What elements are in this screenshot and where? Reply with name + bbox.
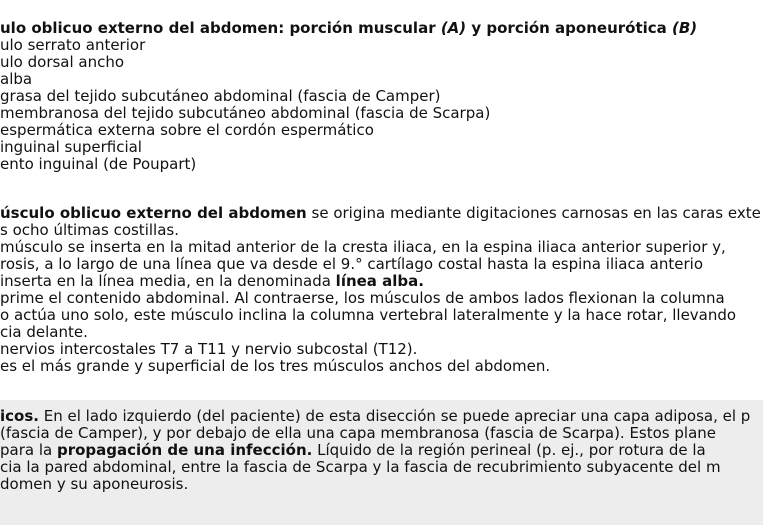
clinical-text: En el lado izquierdo (del paciente) de esta disección se puede apreciar una capa adiposa, el p xyxy=(38,407,751,425)
description-line xyxy=(0,205,761,222)
clinical-line: cia la pared abdominal, entre la fascia de Scarpa y la fascia de recubrimiento subyacente del m xyxy=(0,458,721,476)
clinical-line: domen y su aponeurosis. xyxy=(0,475,189,493)
infection-spread-term: propagación de una infección. xyxy=(56,441,313,459)
origin-text: se origina mediante digitaciones carnosas en las caras exte xyxy=(306,204,761,222)
clinical-text: para la xyxy=(0,441,57,459)
legend-title-text-2: y porción aponeurótica xyxy=(466,19,673,37)
description-line: rosis, a lo largo de una línea que va desde el 9.° cartílago costal hasta la espina iliaca anterio xyxy=(0,255,703,273)
clinical-heading: icos. xyxy=(0,407,39,425)
legend-item: ulo dorsal ancho xyxy=(0,53,125,71)
clinical-text: Líquido de la región perineal (p. ej., por rotura de la xyxy=(312,441,706,459)
description-line xyxy=(0,273,424,290)
description-line: o actúa uno solo, este músculo inclina la columna vertebral lateralmente y la hace rotar, llevando xyxy=(0,306,737,324)
description-line: cia delante. xyxy=(0,323,88,341)
muscle-name: úsculo oblicuo externo del abdomen xyxy=(0,204,307,222)
clinical-line xyxy=(0,442,706,459)
legend-item: alba xyxy=(0,70,33,88)
description-line: músculo se inserta en la mitad anterior de la cresta iliaca, en la espina iliaca anterior superior y, xyxy=(0,238,726,256)
clinical-line: (fascia de Camper), y por debajo de ella una capa membranosa (fascia de Scarpa). Estos plane xyxy=(0,424,717,442)
legend-title-a-marker: (A) xyxy=(440,19,467,37)
legend-title-b-marker: (B) xyxy=(672,19,698,37)
legend-title xyxy=(0,20,697,37)
legend-item: inguinal superficial xyxy=(0,138,142,156)
insertion-text: inserta en la línea media, en la denominada xyxy=(0,272,336,290)
legend-item: membranosa del tejido subcutáneo abdominal (fascia de Scarpa) xyxy=(0,104,491,122)
description-line: nervios intercostales T7 a T11 y nervio subcostal (T12). xyxy=(0,340,418,358)
description-line: prime el contenido abdominal. Al contraerse, los músculos de ambos lados flexionan la columna xyxy=(0,289,725,307)
description-line: s ocho últimas costillas. xyxy=(0,221,179,239)
description-line: es el más grande y superficial de los tres músculos anchos del abdomen. xyxy=(0,357,551,375)
linea-alba-term: línea alba. xyxy=(335,272,424,290)
legend-title-text: ulo oblicuo externo del abdomen: porción muscular xyxy=(0,19,441,37)
legend-item: grasa del tejido subcutáneo abdominal (fascia de Camper) xyxy=(0,87,441,105)
legend-item: espermática externa sobre el cordón espermático xyxy=(0,121,374,139)
legend-item: ulo serrato anterior xyxy=(0,36,146,54)
legend-item: ento inguinal (de Poupart) xyxy=(0,155,197,173)
clinical-line xyxy=(0,408,750,425)
